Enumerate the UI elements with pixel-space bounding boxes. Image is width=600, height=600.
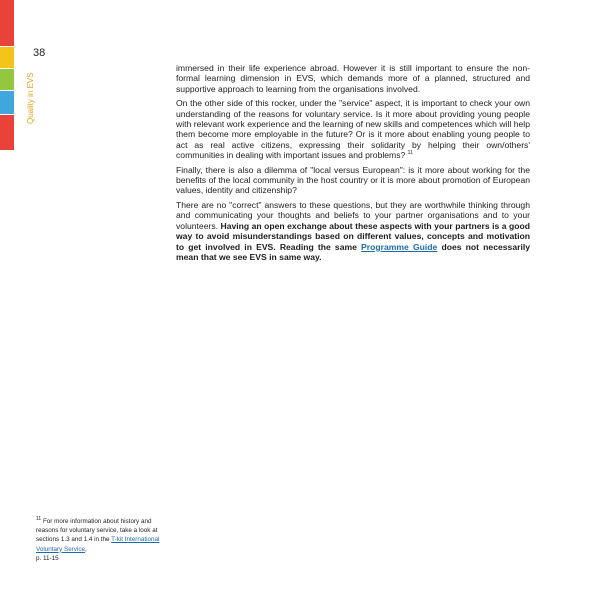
footnote-punctuation: ,	[85, 545, 87, 553]
paragraph-text: On the other side of this rocker, under the "service" aspect, it is important to check your own understanding of the reasons for voluntary service. Is it more about providing young people with relevant work experience and the learning of new skills and competences which will help them become more employable in the future? Or is it more about enabling young people to act as real active citizens, expressing their solidarity by helping their own/others' communities in dealing with important issues and problems?	[176, 98, 530, 161]
color-bar-divider	[0, 46, 14, 47]
color-bar-green	[0, 68, 14, 90]
footnote	[36, 517, 164, 563]
paragraph: Finally, there is also a dilemma of "local versus European": is it more about working for the benefits of the local community in the host country or it is more about promotion of European values, identity and citizenship?	[176, 164, 530, 196]
color-bar-divider	[0, 114, 14, 115]
color-bar-blue	[0, 90, 14, 114]
paragraph-text: There are no "correct" answers to these questions, but they are worthwhile thinking through and communicating your thoughts and beliefs to your partner organisations and to your volunteers.	[176, 199, 530, 231]
color-bar-red-bottom	[0, 114, 14, 150]
paragraph	[176, 200, 530, 262]
color-bar-divider	[0, 90, 14, 91]
footnote-pages: p. 11-15	[36, 554, 59, 562]
color-bar-divider	[0, 68, 14, 69]
paragraph-bold-text: Having an open exchange about these aspects with your partners is a good way to avoid misunderstandings based on different values, concepts and motivation to get involved in EVS. Reading the same	[176, 220, 530, 252]
section-title-vertical	[26, 64, 38, 124]
paragraph-bold-text: does not necessarily mean that we see EVS in same way.	[176, 241, 530, 262]
programme-guide-link[interactable]: Programme Guide	[361, 241, 438, 252]
section-title: Quality in EVS	[26, 72, 35, 124]
page-number: 38	[33, 47, 46, 59]
paragraph: immersed in their life experience abroad. However it is still important to ensure the non-formal learning dimension in EVS, which demands more of a planned, structured and supportive approach to learning from the organisations involved.	[176, 63, 530, 94]
color-bar-red	[0, 0, 14, 46]
tkit-link[interactable]: T-kit International Voluntary Service	[36, 536, 160, 553]
main-text	[176, 63, 530, 266]
color-bar-yellow	[0, 46, 14, 68]
paragraph	[176, 98, 530, 160]
footnote-text: For more information about history and reasons for voluntary service, take a look at sections 1.3 and 1.4 in the	[36, 518, 158, 544]
footnote-reference: 11	[407, 150, 413, 157]
footnote-number: 11	[36, 515, 42, 522]
